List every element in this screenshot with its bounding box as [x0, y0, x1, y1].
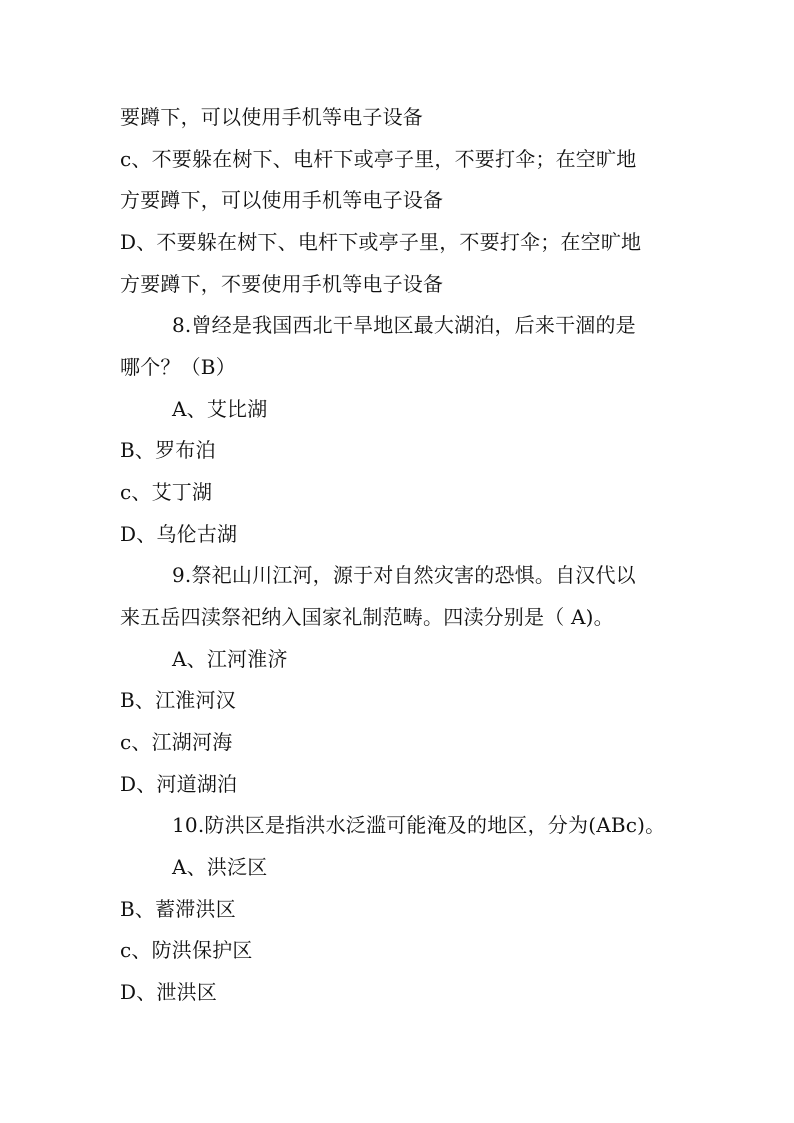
- option-c: c、防洪保护区: [120, 938, 253, 962]
- option-d: D、乌伦古湖: [120, 522, 238, 546]
- question-10: 10.防洪区是指洪水泛滥可能淹及的地区，分为(ABc)。: [172, 813, 666, 837]
- question-9-continued: 来五岳四渎祭祀纳入国家礼制范畴。四渎分别是（ A)。: [120, 605, 614, 629]
- question-9: 9.祭祀山川江河，源于对自然灾害的恐惧。自汉代以: [172, 563, 636, 587]
- option-d: D、河道湖泊: [120, 772, 238, 796]
- text-line: 方要蹲下，可以使用手机等电子设备: [120, 188, 444, 212]
- option-a: A、洪泛区: [172, 855, 268, 879]
- option-c: c、艾丁湖: [120, 480, 213, 504]
- option-a: A、艾比湖: [172, 397, 268, 421]
- option-b: B、蓄滞洪区: [120, 897, 236, 921]
- option-b: B、罗布泊: [120, 438, 216, 462]
- text-line: 要蹲下，可以使用手机等电子设备: [120, 105, 423, 129]
- question-8: 8.曾经是我国西北干旱地区最大湖泊，后来干涸的是: [172, 313, 636, 337]
- option-c: c、江湖河海: [120, 730, 233, 754]
- option-c-line: c、不要躲在树下、电杆下或亭子里，不要打伞；在空旷地: [120, 147, 637, 171]
- option-d-line: D、不要躲在树下、电杆下或亭子里，不要打伞；在空旷地: [120, 230, 642, 254]
- text-line: 方要蹲下，不要使用手机等电子设备: [120, 272, 444, 296]
- option-a: A、江河淮济: [172, 647, 288, 671]
- option-d: D、泄洪区: [120, 980, 218, 1004]
- option-b: B、江淮河汉: [120, 688, 236, 712]
- question-8-continued: 哪个？（B）: [120, 355, 236, 379]
